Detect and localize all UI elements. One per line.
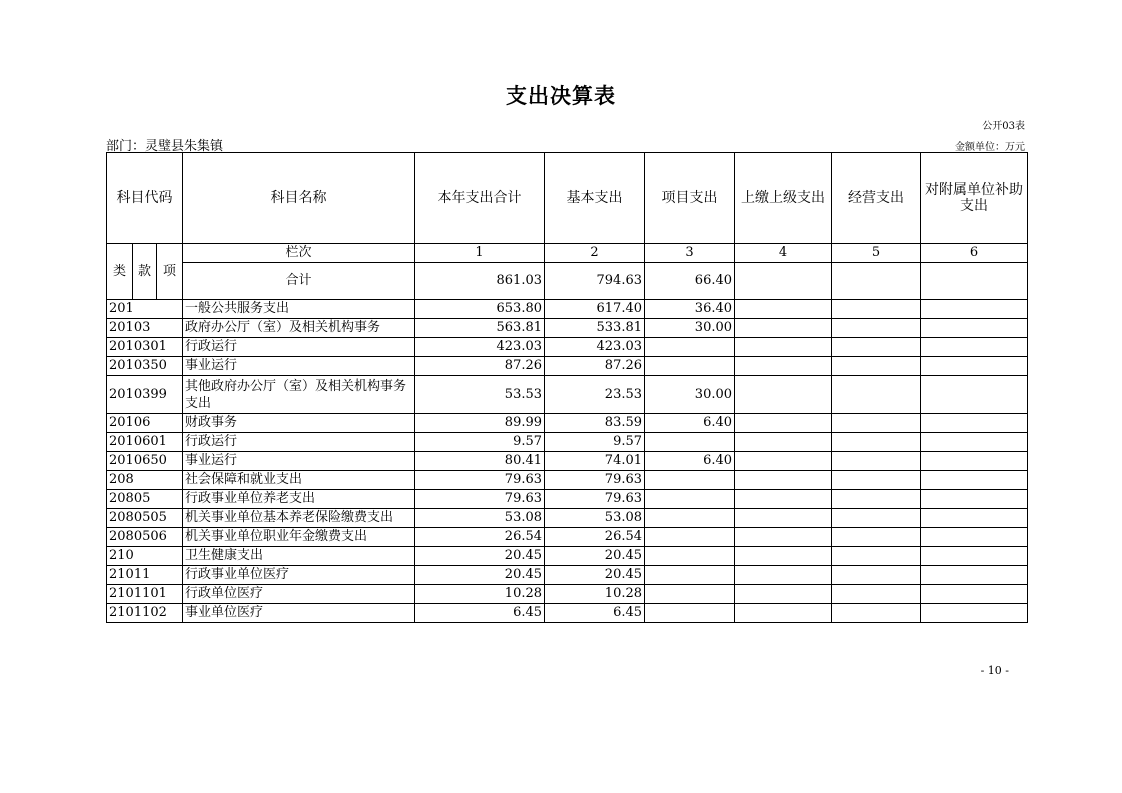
sum-label: 合计	[183, 263, 415, 300]
cell-to-superior	[735, 452, 832, 471]
cell-name: 卫生健康支出	[183, 547, 415, 566]
col-num-5: 5	[832, 244, 921, 263]
cell-subsidy	[921, 338, 1028, 357]
cell-basic: 6.45	[545, 604, 645, 623]
cell-basic: 617.40	[545, 300, 645, 319]
col-num-3: 3	[645, 244, 735, 263]
table-row	[107, 547, 1028, 566]
cell-name: 行政运行	[183, 338, 415, 357]
cell-subsidy	[921, 433, 1028, 452]
cell-name: 政府办公厅（室）及相关机构事务	[183, 319, 415, 338]
cell-project	[645, 338, 735, 357]
cell-name: 事业运行	[183, 452, 415, 471]
col-num-1: 1	[415, 244, 545, 263]
table-row	[107, 585, 1028, 604]
cell-name: 财政事务	[183, 414, 415, 433]
header-kuan: 款	[133, 244, 157, 300]
cell-total: 79.63	[415, 471, 545, 490]
cell-name: 行政事业单位医疗	[183, 566, 415, 585]
cell-subsidy	[921, 528, 1028, 547]
cell-basic: 53.08	[545, 509, 645, 528]
cell-to-superior	[735, 376, 832, 414]
cell-project: 30.00	[645, 319, 735, 338]
cell-to-superior	[735, 566, 832, 585]
page-number: - 10 -	[980, 664, 1009, 677]
cell-code: 2010601	[107, 433, 183, 452]
cell-to-superior	[735, 414, 832, 433]
cell-basic: 20.45	[545, 547, 645, 566]
cell-project: 30.00	[645, 376, 735, 414]
table-row	[107, 300, 1028, 319]
cell-code: 2010301	[107, 338, 183, 357]
table-row	[107, 357, 1028, 376]
column-seq-row	[107, 244, 1028, 263]
cell-project	[645, 357, 735, 376]
cell-project: 6.40	[645, 452, 735, 471]
cell-total: 53.08	[415, 509, 545, 528]
cell-project	[645, 509, 735, 528]
sum-to-superior	[735, 263, 832, 300]
cell-to-superior	[735, 471, 832, 490]
cell-subsidy	[921, 357, 1028, 376]
cell-code: 210	[107, 547, 183, 566]
cell-basic: 87.26	[545, 357, 645, 376]
cell-business	[832, 300, 921, 319]
cell-basic: 79.63	[545, 490, 645, 509]
header-class: 类	[107, 244, 133, 300]
cell-to-superior	[735, 433, 832, 452]
cell-code: 20103	[107, 319, 183, 338]
cell-to-superior	[735, 509, 832, 528]
cell-subsidy	[921, 300, 1028, 319]
sum-business	[832, 263, 921, 300]
cell-code: 2010350	[107, 357, 183, 376]
cell-project	[645, 547, 735, 566]
cell-business	[832, 452, 921, 471]
cell-business	[832, 604, 921, 623]
table-row	[107, 376, 1028, 414]
cell-code: 2010650	[107, 452, 183, 471]
cell-business	[832, 490, 921, 509]
table-row	[107, 319, 1028, 338]
cell-subsidy	[921, 547, 1028, 566]
table-row	[107, 528, 1028, 547]
cell-code: 2010399	[107, 376, 183, 414]
table-row	[107, 414, 1028, 433]
sum-subsidy	[921, 263, 1028, 300]
unit-label: 金额单位：万元	[955, 142, 1025, 153]
header-to-superior: 上缴上级支出	[735, 153, 832, 244]
cell-code: 208	[107, 471, 183, 490]
cell-name: 行政事业单位养老支出	[183, 490, 415, 509]
cell-to-superior	[735, 547, 832, 566]
cell-code: 20106	[107, 414, 183, 433]
cell-to-superior	[735, 490, 832, 509]
sum-row	[107, 263, 1028, 300]
table-row	[107, 338, 1028, 357]
cell-business	[832, 376, 921, 414]
cell-basic: 533.81	[545, 319, 645, 338]
table-row	[107, 490, 1028, 509]
cell-business	[832, 357, 921, 376]
cell-project: 6.40	[645, 414, 735, 433]
col-num-6: 6	[921, 244, 1028, 263]
cell-project	[645, 490, 735, 509]
cell-to-superior	[735, 585, 832, 604]
cell-subsidy	[921, 490, 1028, 509]
header-row	[107, 153, 1028, 244]
header-project: 项目支出	[645, 153, 735, 244]
cell-name: 事业运行	[183, 357, 415, 376]
cell-business	[832, 414, 921, 433]
cell-project	[645, 585, 735, 604]
cell-to-superior	[735, 319, 832, 338]
cell-code: 2080505	[107, 509, 183, 528]
col-num-2: 2	[545, 244, 645, 263]
cell-total: 87.26	[415, 357, 545, 376]
cell-total: 563.81	[415, 319, 545, 338]
cell-code: 2080506	[107, 528, 183, 547]
header-subsidy: 对附属单位补助支出	[921, 153, 1028, 244]
cell-subsidy	[921, 452, 1028, 471]
cell-basic: 83.59	[545, 414, 645, 433]
cell-subsidy	[921, 471, 1028, 490]
cell-to-superior	[735, 357, 832, 376]
table-row	[107, 604, 1028, 623]
cell-code: 2101101	[107, 585, 183, 604]
cell-name: 机关事业单位基本养老保险缴费支出	[183, 509, 415, 528]
cell-business	[832, 547, 921, 566]
table-row	[107, 433, 1028, 452]
cell-total: 653.80	[415, 300, 545, 319]
cell-to-superior	[735, 338, 832, 357]
cell-total: 26.54	[415, 528, 545, 547]
cell-code: 21011	[107, 566, 183, 585]
sum-project: 66.40	[645, 263, 735, 300]
header-subject-code: 科目代码	[107, 153, 183, 244]
cell-basic: 10.28	[545, 585, 645, 604]
cell-total: 79.63	[415, 490, 545, 509]
cell-name: 事业单位医疗	[183, 604, 415, 623]
cell-name: 其他政府办公厅（室）及相关机构事务支出	[183, 376, 415, 414]
cell-to-superior	[735, 528, 832, 547]
cell-total: 20.45	[415, 547, 545, 566]
cell-basic: 23.53	[545, 376, 645, 414]
cell-total: 10.28	[415, 585, 545, 604]
cell-basic: 79.63	[545, 471, 645, 490]
cell-project	[645, 566, 735, 585]
cell-project: 36.40	[645, 300, 735, 319]
cell-subsidy	[921, 414, 1028, 433]
cell-total: 53.53	[415, 376, 545, 414]
cell-name: 机关事业单位职业年金缴费支出	[183, 528, 415, 547]
cell-name: 行政运行	[183, 433, 415, 452]
cell-total: 20.45	[415, 566, 545, 585]
cell-total: 80.41	[415, 452, 545, 471]
cell-name: 行政单位医疗	[183, 585, 415, 604]
cell-business	[832, 319, 921, 338]
cell-code: 2101102	[107, 604, 183, 623]
sum-basic: 794.63	[545, 263, 645, 300]
cell-total: 9.57	[415, 433, 545, 452]
cell-project	[645, 604, 735, 623]
page-title: 支出决算表	[506, 83, 616, 108]
cell-basic: 74.01	[545, 452, 645, 471]
cell-business	[832, 566, 921, 585]
cell-subsidy	[921, 566, 1028, 585]
cell-project	[645, 528, 735, 547]
table-row	[107, 471, 1028, 490]
sum-total: 861.03	[415, 263, 545, 300]
cell-basic: 9.57	[545, 433, 645, 452]
cell-business	[832, 433, 921, 452]
cell-business	[832, 509, 921, 528]
cell-basic: 20.45	[545, 566, 645, 585]
cell-subsidy	[921, 376, 1028, 414]
cell-name: 社会保障和就业支出	[183, 471, 415, 490]
cell-basic: 423.03	[545, 338, 645, 357]
cell-name: 一般公共服务支出	[183, 300, 415, 319]
cell-project	[645, 471, 735, 490]
cell-total: 423.03	[415, 338, 545, 357]
cell-business	[832, 585, 921, 604]
cell-project	[645, 433, 735, 452]
cell-to-superior	[735, 300, 832, 319]
table-row	[107, 566, 1028, 585]
cell-subsidy	[921, 604, 1028, 623]
header-subject-name: 科目名称	[183, 153, 415, 244]
cell-code: 201	[107, 300, 183, 319]
cell-to-superior	[735, 604, 832, 623]
header-xiang: 项	[157, 244, 183, 300]
cell-business	[832, 338, 921, 357]
header-business: 经营支出	[832, 153, 921, 244]
cell-business	[832, 471, 921, 490]
col-num-4: 4	[735, 244, 832, 263]
cell-total: 89.99	[415, 414, 545, 433]
header-total: 本年支出合计	[415, 153, 545, 244]
table-row	[107, 452, 1028, 471]
cell-code: 20805	[107, 490, 183, 509]
cell-subsidy	[921, 585, 1028, 604]
cell-subsidy	[921, 319, 1028, 338]
cell-subsidy	[921, 509, 1028, 528]
table-row	[107, 509, 1028, 528]
form-number: 公开03表	[982, 121, 1025, 132]
header-basic: 基本支出	[545, 153, 645, 244]
cell-business	[832, 528, 921, 547]
cell-basic: 26.54	[545, 528, 645, 547]
cell-total: 6.45	[415, 604, 545, 623]
column-seq-label: 栏次	[183, 244, 415, 263]
expenditure-table	[106, 152, 1028, 623]
department-label: 部门：灵璧县朱集镇	[106, 139, 224, 154]
